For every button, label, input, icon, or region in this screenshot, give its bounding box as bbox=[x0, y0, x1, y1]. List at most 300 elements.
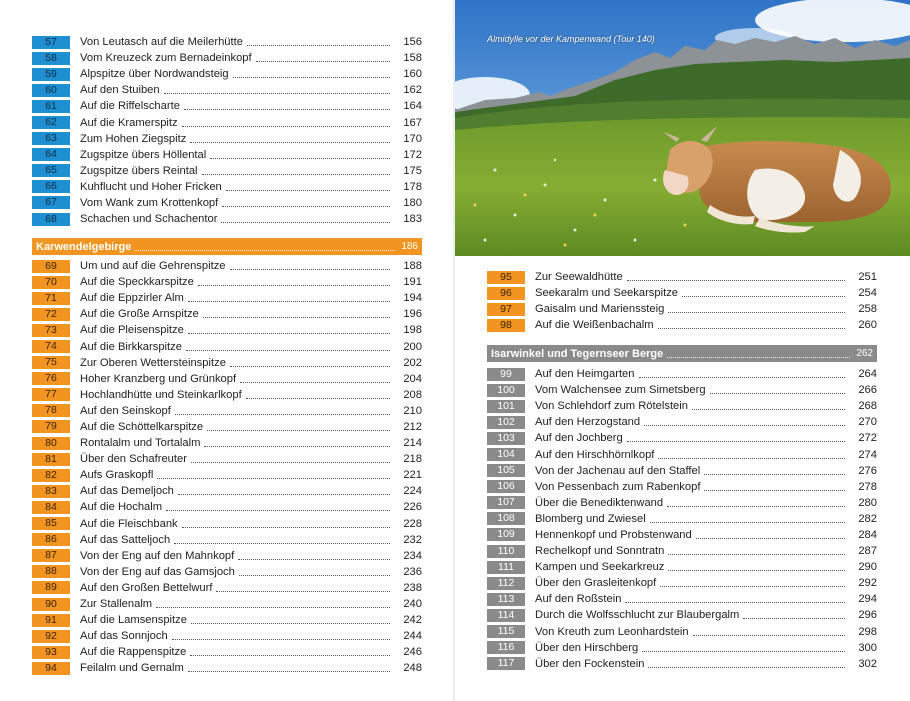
tour-number-badge: 61 bbox=[32, 100, 70, 113]
page-number: 224 bbox=[403, 485, 422, 498]
dot-leader bbox=[692, 408, 845, 410]
page-number: 202 bbox=[403, 356, 422, 369]
tour-title: Auf den Herzogstand bbox=[535, 416, 641, 429]
page-number: 210 bbox=[403, 404, 422, 417]
tour-number-badge: 69 bbox=[32, 260, 70, 273]
dot-leader bbox=[667, 505, 845, 507]
toc-entry[interactable] bbox=[32, 290, 422, 306]
tour-title: Auf die Speckkarspitze bbox=[80, 276, 194, 289]
tour-title: Kuhflucht und Hoher Fricken bbox=[80, 180, 222, 193]
toc-entry[interactable] bbox=[487, 543, 877, 559]
page-number: 160 bbox=[403, 68, 422, 81]
section-title: Isarwinkel und Tegernseer Berge bbox=[491, 347, 664, 360]
tour-number-badge: 67 bbox=[32, 196, 70, 209]
tour-title: Hennenkopf und Probstenwand bbox=[535, 528, 692, 541]
dot-leader bbox=[743, 617, 845, 619]
toc-entry[interactable] bbox=[32, 371, 422, 387]
toc-entry[interactable] bbox=[32, 628, 422, 644]
dot-leader bbox=[178, 493, 390, 495]
dot-leader bbox=[198, 284, 390, 286]
page-number: 274 bbox=[858, 448, 877, 461]
page-number: 183 bbox=[403, 213, 422, 226]
tour-number-badge: 109 bbox=[487, 528, 525, 541]
page-number: 156 bbox=[403, 36, 422, 49]
tour-number-badge: 113 bbox=[487, 593, 525, 606]
toc-entry[interactable] bbox=[487, 301, 877, 317]
tour-number-badge: 89 bbox=[32, 581, 70, 594]
dot-leader bbox=[166, 509, 390, 511]
page-number: 232 bbox=[403, 533, 422, 546]
dot-leader bbox=[190, 654, 390, 656]
page-number: 300 bbox=[858, 641, 877, 654]
dot-leader bbox=[238, 558, 390, 560]
toc-list-karwendel-continued bbox=[487, 269, 877, 333]
page-number: 226 bbox=[403, 501, 422, 514]
toc-entry[interactable] bbox=[487, 366, 877, 382]
tour-number-badge: 71 bbox=[32, 292, 70, 305]
toc-entry[interactable] bbox=[32, 355, 422, 371]
dot-leader bbox=[156, 606, 390, 608]
tour-number-badge: 66 bbox=[32, 180, 70, 193]
tour-number-badge: 75 bbox=[32, 356, 70, 369]
toc-entry[interactable] bbox=[32, 34, 422, 50]
page-number: 246 bbox=[403, 646, 422, 659]
toc-entry[interactable] bbox=[32, 306, 422, 322]
toc-entry[interactable] bbox=[487, 446, 877, 462]
toc-entry[interactable] bbox=[32, 338, 422, 354]
dot-leader bbox=[230, 365, 390, 367]
section-dot-leader bbox=[135, 249, 395, 251]
page-number: 167 bbox=[403, 116, 422, 129]
page-number: 294 bbox=[858, 593, 877, 606]
page-number: 180 bbox=[403, 196, 422, 209]
dot-leader bbox=[239, 574, 390, 576]
page-number: 282 bbox=[858, 512, 877, 525]
toc-entry[interactable] bbox=[32, 483, 422, 499]
photo-caption: Almidylle vor der Kampenwand (Tour 140) bbox=[487, 34, 655, 44]
toc-entry[interactable] bbox=[32, 644, 422, 660]
dot-leader bbox=[668, 311, 845, 313]
page-number: 254 bbox=[858, 287, 877, 300]
page-number: 188 bbox=[403, 260, 422, 273]
tour-number-badge: 110 bbox=[487, 545, 525, 558]
toc-entry[interactable] bbox=[32, 596, 422, 612]
page-number: 198 bbox=[403, 324, 422, 337]
tour-title: Auf das Sonnjoch bbox=[80, 630, 168, 643]
page-number: 251 bbox=[858, 271, 877, 284]
toc-entry[interactable] bbox=[32, 612, 422, 628]
tour-number-badge: 114 bbox=[487, 609, 525, 622]
dot-leader bbox=[704, 489, 845, 491]
tour-title: Auf die Weißenbachalm bbox=[535, 319, 654, 332]
tour-number-badge: 86 bbox=[32, 533, 70, 546]
tour-number-badge: 95 bbox=[487, 271, 525, 284]
tour-title: Vom Kreuzeck zum Bernadeinkopf bbox=[80, 52, 252, 65]
dot-leader bbox=[188, 670, 390, 672]
toc-entry[interactable] bbox=[32, 403, 422, 419]
page-number: 212 bbox=[403, 420, 422, 433]
tour-title: Zugspitze übers Reintal bbox=[80, 164, 198, 177]
page-number: 164 bbox=[403, 100, 422, 113]
tour-number-badge: 105 bbox=[487, 464, 525, 477]
toc-entry[interactable] bbox=[487, 430, 877, 446]
dot-leader bbox=[164, 92, 390, 94]
tour-number-badge: 91 bbox=[32, 614, 70, 627]
dot-leader bbox=[240, 381, 390, 383]
tour-number-badge: 112 bbox=[487, 577, 525, 590]
toc-entry[interactable] bbox=[32, 548, 422, 564]
page-number: 302 bbox=[858, 657, 877, 670]
page-number: 191 bbox=[403, 276, 422, 289]
tour-title: Zur Seewaldhütte bbox=[535, 271, 623, 284]
dot-leader bbox=[188, 300, 390, 302]
tour-number-badge: 102 bbox=[487, 416, 525, 429]
dot-leader bbox=[639, 376, 845, 378]
tour-title: Auf den Heimgarten bbox=[535, 368, 635, 381]
page-number: 175 bbox=[403, 164, 422, 177]
toc-entry[interactable] bbox=[487, 656, 877, 672]
tour-title: Blomberg und Zwiesel bbox=[535, 512, 646, 525]
tour-number-badge: 78 bbox=[32, 404, 70, 417]
tour-title: Auf die Riffelscharte bbox=[80, 100, 180, 113]
dot-leader bbox=[191, 461, 390, 463]
tour-title: Zur Stallenalm bbox=[80, 598, 153, 611]
dot-leader bbox=[668, 569, 845, 571]
toc-entry[interactable] bbox=[487, 527, 877, 543]
tour-title: Über den Grasleitenkopf bbox=[535, 577, 657, 590]
dot-leader bbox=[210, 157, 390, 159]
toc-entry[interactable] bbox=[32, 211, 422, 227]
toc-entry[interactable] bbox=[487, 382, 877, 398]
page-number: 221 bbox=[403, 469, 422, 482]
dot-leader bbox=[172, 638, 390, 640]
tour-title: Auf die Lamsenspitze bbox=[80, 614, 187, 627]
tour-number-badge: 111 bbox=[487, 561, 525, 574]
section-page: 262 bbox=[856, 348, 873, 359]
tour-title: Feilalm und Gernalm bbox=[80, 662, 184, 675]
tour-number-badge: 64 bbox=[32, 148, 70, 161]
tour-title: Zum Hohen Ziegspitz bbox=[80, 132, 187, 145]
dot-leader bbox=[696, 537, 845, 539]
page-number: 234 bbox=[403, 549, 422, 562]
section-header-isarwinkel[interactable] bbox=[487, 345, 877, 362]
tour-title: Auf die Rappenspitze bbox=[80, 646, 187, 659]
dot-leader bbox=[182, 125, 390, 127]
tour-title: Über den Fockenstein bbox=[535, 657, 645, 670]
toc-entry[interactable] bbox=[487, 640, 877, 656]
tour-title: Auf die Pleisenspitze bbox=[80, 324, 184, 337]
dot-leader bbox=[256, 60, 390, 62]
toc-entry[interactable] bbox=[32, 516, 422, 532]
toc-entry[interactable] bbox=[32, 387, 422, 403]
toc-entry[interactable] bbox=[32, 564, 422, 580]
toc-entry[interactable] bbox=[487, 607, 877, 623]
page-number: 268 bbox=[858, 400, 877, 413]
dot-leader bbox=[174, 542, 390, 544]
toc-entry[interactable] bbox=[32, 451, 422, 467]
tour-title: Rechelkopf und Sonntratn bbox=[535, 545, 665, 558]
toc-entry[interactable] bbox=[32, 274, 422, 290]
section-page: 186 bbox=[401, 241, 418, 252]
tour-title: Hoher Kranzberg und Grünkopf bbox=[80, 372, 237, 385]
page-number: 280 bbox=[858, 496, 877, 509]
tour-title: Seekaralm und Seekarspitze bbox=[535, 287, 679, 300]
tour-number-badge: 59 bbox=[32, 68, 70, 81]
tour-title: Auf das Demeljoch bbox=[80, 485, 174, 498]
dot-leader bbox=[710, 392, 845, 394]
dot-leader bbox=[204, 445, 390, 447]
page-number: 218 bbox=[403, 453, 422, 466]
page-number: 260 bbox=[858, 319, 877, 332]
tour-number-badge: 116 bbox=[487, 641, 525, 654]
page-number: 258 bbox=[858, 303, 877, 316]
tour-number-badge: 96 bbox=[487, 287, 525, 300]
page-number: 172 bbox=[403, 148, 422, 161]
dot-leader bbox=[182, 526, 390, 528]
page-number: 278 bbox=[858, 480, 877, 493]
tour-title: Zur Oberen Wettersteinspitze bbox=[80, 356, 226, 369]
page-number: 228 bbox=[403, 517, 422, 530]
tour-title: Von der Eng auf das Gamsjoch bbox=[80, 565, 235, 578]
toc-entry[interactable] bbox=[32, 131, 422, 147]
tour-title: Auf die Birkkarspitze bbox=[80, 340, 182, 353]
page-number: 242 bbox=[403, 614, 422, 627]
dot-leader bbox=[188, 332, 390, 334]
tour-title: Zugspitze übers Höllental bbox=[80, 148, 207, 161]
toc-entry[interactable] bbox=[487, 495, 877, 511]
toc-entry[interactable] bbox=[32, 163, 422, 179]
page-number: 196 bbox=[403, 308, 422, 321]
tour-number-badge: 57 bbox=[32, 36, 70, 49]
tour-number-badge: 74 bbox=[32, 340, 70, 353]
toc-entry[interactable] bbox=[487, 285, 877, 301]
tour-number-badge: 76 bbox=[32, 372, 70, 385]
dot-leader bbox=[660, 585, 845, 587]
tour-number-badge: 81 bbox=[32, 453, 70, 466]
dot-leader bbox=[246, 397, 390, 399]
page-number: 287 bbox=[858, 545, 877, 558]
toc-entry[interactable] bbox=[32, 580, 422, 596]
page-number: 238 bbox=[403, 581, 422, 594]
page-number: 158 bbox=[403, 52, 422, 65]
dot-leader bbox=[184, 108, 390, 110]
tour-title: Auf die Schöttelkarspitze bbox=[80, 420, 204, 433]
tour-number-badge: 101 bbox=[487, 400, 525, 413]
tour-number-badge: 68 bbox=[32, 213, 70, 226]
tour-title: Auf die Hochalm bbox=[80, 501, 163, 514]
dot-leader bbox=[157, 477, 390, 479]
tour-number-badge: 60 bbox=[32, 84, 70, 97]
toc-entry[interactable] bbox=[487, 414, 877, 430]
tour-title: Hochlandhütte und Steinkarlkopf bbox=[80, 388, 242, 401]
page-number: 204 bbox=[403, 372, 422, 385]
toc-entry[interactable] bbox=[487, 591, 877, 607]
toc-entry[interactable] bbox=[487, 317, 877, 333]
tour-title: Auf die Fleischbank bbox=[80, 517, 178, 530]
page-number: 272 bbox=[858, 432, 877, 445]
toc-entry[interactable] bbox=[32, 98, 422, 114]
tour-number-badge: 80 bbox=[32, 437, 70, 450]
right-page bbox=[455, 0, 910, 701]
tour-title: Auf den Seinskopf bbox=[80, 404, 171, 417]
page-number: 244 bbox=[403, 630, 422, 643]
tour-number-badge: 72 bbox=[32, 308, 70, 321]
dot-leader bbox=[226, 189, 390, 191]
tour-title: Auf den Stuiben bbox=[80, 84, 160, 97]
dot-leader bbox=[191, 622, 390, 624]
tour-title: Von Kreuth zum Leonhardstein bbox=[535, 625, 689, 638]
dot-leader bbox=[658, 327, 845, 329]
toc-entry[interactable] bbox=[32, 258, 422, 274]
tour-number-badge: 98 bbox=[487, 319, 525, 332]
dot-leader bbox=[625, 601, 845, 603]
dot-leader bbox=[627, 279, 845, 281]
tour-number-badge: 100 bbox=[487, 384, 525, 397]
tour-title: Auf das Satteljoch bbox=[80, 533, 171, 546]
toc-entry[interactable] bbox=[32, 660, 422, 676]
toc-entry[interactable] bbox=[487, 624, 877, 640]
page-number: 292 bbox=[858, 577, 877, 590]
dot-leader bbox=[202, 173, 390, 175]
tour-title: Vom Walchensee zum Simetsberg bbox=[535, 384, 706, 397]
page-number: 270 bbox=[858, 416, 877, 429]
toc-entry[interactable] bbox=[32, 195, 422, 211]
page-number: 296 bbox=[858, 609, 877, 622]
toc-entry[interactable] bbox=[487, 463, 877, 479]
page-number: 284 bbox=[858, 528, 877, 541]
toc-entry[interactable] bbox=[32, 50, 422, 66]
page-number: 240 bbox=[403, 598, 422, 611]
tour-number-badge: 73 bbox=[32, 324, 70, 337]
dot-leader bbox=[658, 457, 845, 459]
page-number: 266 bbox=[858, 384, 877, 397]
tour-number-badge: 63 bbox=[32, 132, 70, 145]
tour-number-badge: 83 bbox=[32, 485, 70, 498]
dot-leader bbox=[648, 666, 845, 668]
toc-entry[interactable] bbox=[32, 179, 422, 195]
tour-number-badge: 103 bbox=[487, 432, 525, 445]
toc-entry[interactable] bbox=[32, 532, 422, 548]
page-number: 298 bbox=[858, 625, 877, 638]
section-title: Karwendelgebirge bbox=[36, 240, 132, 253]
tour-title: Kampen und Seekarkreuz bbox=[535, 561, 665, 574]
tour-number-badge: 104 bbox=[487, 448, 525, 461]
section-header-karwendelgebirge[interactable] bbox=[32, 238, 422, 255]
tour-title: Auf den Roßstein bbox=[535, 593, 622, 606]
tour-number-badge: 87 bbox=[32, 549, 70, 562]
toc-entry[interactable] bbox=[32, 435, 422, 451]
toc-list-isarwinkel bbox=[487, 366, 877, 672]
dot-leader bbox=[221, 221, 390, 223]
tour-title: Um und auf die Gehrenspitze bbox=[80, 260, 226, 273]
page-number: 208 bbox=[403, 388, 422, 401]
tour-title: Von Schlehdorf zum Rötelstein bbox=[535, 400, 688, 413]
dot-leader bbox=[682, 295, 845, 297]
tour-title: Alpspitze über Nordwandsteig bbox=[80, 68, 229, 81]
toc-entry[interactable] bbox=[487, 559, 877, 575]
dot-leader bbox=[230, 268, 390, 270]
tour-number-badge: 85 bbox=[32, 517, 70, 530]
toc-entry[interactable] bbox=[487, 479, 877, 495]
tour-number-badge: 58 bbox=[32, 52, 70, 65]
page-number: 214 bbox=[403, 437, 422, 450]
toc-entry[interactable] bbox=[32, 467, 422, 483]
tour-title: Rontalalm und Tortalalm bbox=[80, 437, 201, 450]
tour-number-badge: 99 bbox=[487, 368, 525, 381]
page-number: 162 bbox=[403, 84, 422, 97]
toc-entry[interactable] bbox=[32, 82, 422, 98]
page-number: 276 bbox=[858, 464, 877, 477]
dot-leader bbox=[644, 424, 845, 426]
tour-number-badge: 106 bbox=[487, 480, 525, 493]
tour-title: Über den Schafreuter bbox=[80, 453, 187, 466]
dot-leader bbox=[190, 141, 390, 143]
toc-entry[interactable] bbox=[32, 499, 422, 515]
dot-leader bbox=[693, 634, 845, 636]
tour-number-badge: 84 bbox=[32, 501, 70, 514]
dot-leader bbox=[222, 205, 390, 207]
toc-entry[interactable] bbox=[487, 269, 877, 285]
left-page bbox=[0, 0, 454, 701]
dot-leader bbox=[186, 349, 390, 351]
tour-number-badge: 88 bbox=[32, 565, 70, 578]
dot-leader bbox=[233, 76, 390, 78]
section-dot-leader bbox=[667, 356, 850, 358]
toc-entry[interactable] bbox=[487, 575, 877, 591]
page-number: 264 bbox=[858, 368, 877, 381]
page-number: 178 bbox=[403, 180, 422, 193]
toc-entry[interactable] bbox=[32, 419, 422, 435]
tour-number-badge: 82 bbox=[32, 469, 70, 482]
tour-title: Von der Jachenau auf den Staffel bbox=[535, 464, 701, 477]
tour-title: Auf die Große Arnspitze bbox=[80, 308, 199, 321]
toc-entry[interactable] bbox=[487, 511, 877, 527]
page-number: 194 bbox=[403, 292, 422, 305]
cow-alpine-meadow-photo bbox=[455, 0, 910, 256]
tour-title: Über die Benediktenwand bbox=[535, 496, 664, 509]
page-number: 236 bbox=[403, 565, 422, 578]
toc-entry[interactable] bbox=[32, 147, 422, 163]
tour-number-badge: 65 bbox=[32, 164, 70, 177]
toc-entry[interactable] bbox=[32, 114, 422, 130]
dot-leader bbox=[247, 44, 390, 46]
dot-leader bbox=[203, 316, 390, 318]
tour-number-badge: 77 bbox=[32, 388, 70, 401]
toc-entry[interactable] bbox=[32, 66, 422, 82]
tour-title: Von Leutasch auf die Meilerhütte bbox=[80, 36, 243, 49]
tour-title: Auf den Hirschhörnlkopf bbox=[535, 448, 655, 461]
toc-entry[interactable] bbox=[487, 398, 877, 414]
tour-number-badge: 117 bbox=[487, 657, 525, 670]
page-number: 248 bbox=[403, 662, 422, 675]
dot-leader bbox=[627, 440, 845, 442]
page-number: 170 bbox=[403, 132, 422, 145]
tour-number-badge: 70 bbox=[32, 276, 70, 289]
dot-leader bbox=[175, 413, 390, 415]
tour-title: Auf die Kramerspitz bbox=[80, 116, 178, 129]
tour-number-badge: 93 bbox=[32, 646, 70, 659]
tour-number-badge: 115 bbox=[487, 625, 525, 638]
tour-title: Schachen und Schachentor bbox=[80, 213, 218, 226]
tour-title: Gaisalm und Marienssteig bbox=[535, 303, 665, 316]
dot-leader bbox=[642, 650, 845, 652]
page-number: 290 bbox=[858, 561, 877, 574]
tour-number-badge: 92 bbox=[32, 630, 70, 643]
toc-entry[interactable] bbox=[32, 322, 422, 338]
tour-title: Auf die Eppzirler Alm bbox=[80, 292, 184, 305]
tour-title: Auf den Großen Bettelwurf bbox=[80, 581, 213, 594]
toc-list-karwendel bbox=[32, 258, 422, 676]
